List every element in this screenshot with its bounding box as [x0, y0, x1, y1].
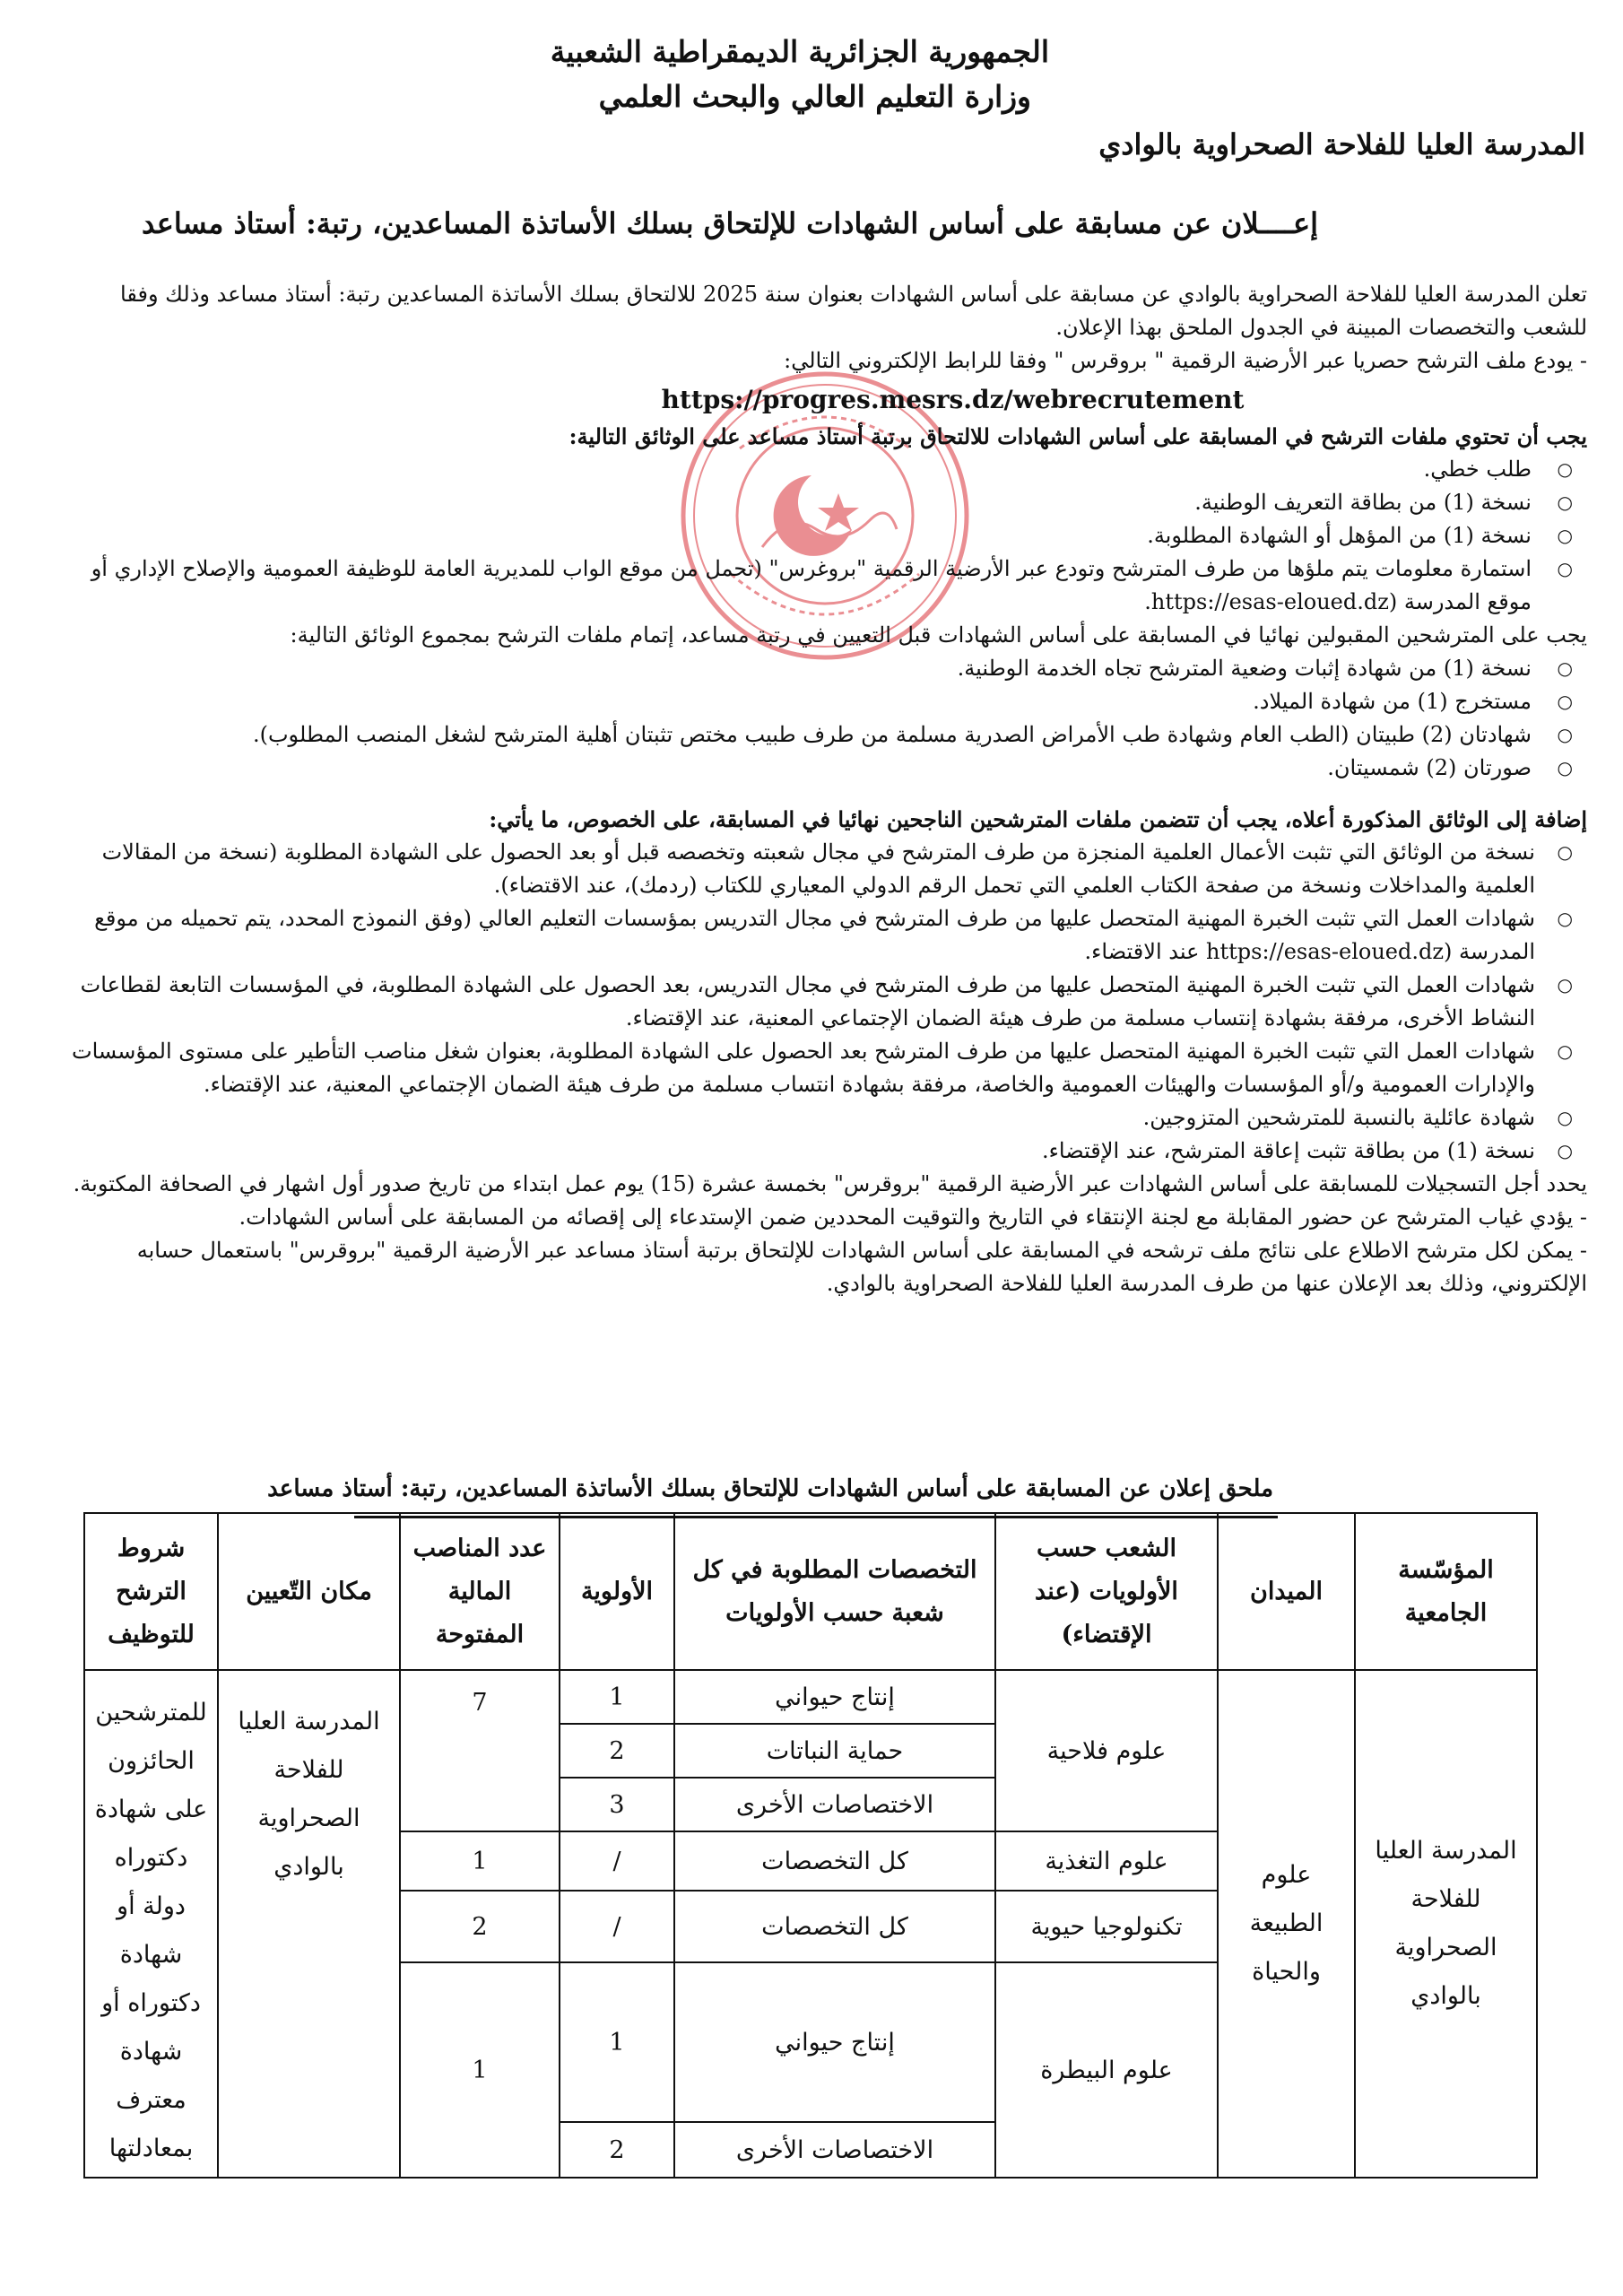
list-item: ○ نسخة (1) من المؤهل أو الشهادة المطلوبة.: [49, 519, 1587, 552]
cell-branch: تكنولوجيا حيوية: [995, 1891, 1218, 1962]
cell-specialty: كل التخصصات: [674, 1831, 995, 1891]
intro-paragraph: تعلن المدرسة العليا للفلاحة الصحراوية بالوادي عن مسابقة على أساس الشهادات بعنوان سنة 2025 للالتحاق بسلك الأساتذة المساعدين رتبة: أستاذ مساعد وذلك وفقا للشعب والتخصصات المبينة في الجدول الملحق بهذا الإعلان.: [120, 282, 1587, 340]
cell-priority: /: [560, 1891, 674, 1962]
section3-list: [49, 836, 1587, 1168]
recruitment-link[interactable]: https://progres.mesrs.dz/webrecrutement: [661, 385, 1245, 414]
ministry-header: وزارة التعليم العالي والبحث العلمي: [598, 79, 1031, 114]
cell-conditions: للمترشحين الحائزون على شهادة دكتوراه دولة أو شهادة دكتوراه أو شهادة معترف بمعادلتها: [84, 1670, 218, 2178]
list-item: ○ شهادات العمل التي تثبت الخبرة المهنية المتحصل عليها من طرف المترشح بعد الحصول على الشهادة المطلوبة، بعنوان شغل مناصب التأطير على مستوى المؤسسات والإدارات العمومية و/أو المؤسسات والهيئات العمومية والخاصة، مرفقة بشهادة انتساب مسلمة من طرف هيئة الضمان الإجتماعي المعنية، عند الإقتضاء.: [49, 1035, 1587, 1101]
cell-field: علوم الطبيعة والحياة: [1218, 1670, 1355, 2178]
school-header: المدرسة العليا للفلاحة الصحراوية بالوادي: [1098, 127, 1585, 161]
header-priority: الأولوية: [560, 1513, 674, 1670]
list-item: ○ نسخة (1) من بطاقة تثبت إعاقة المترشح، عند الإقتضاء.: [49, 1135, 1587, 1168]
cell-specialty: إنتاج حيواني: [674, 1670, 995, 1724]
cell-priority: 2: [560, 1724, 674, 1778]
table-row: [84, 1670, 1537, 1724]
deposit-instruction: - يودع ملف الترشح حصريا عبر الأرضية الرقمية " بروقرس " وفقا للرابط الإلكتروني التالي:: [784, 348, 1587, 373]
republic-header: الجمهورية الجزائرية الديمقراطية الشعبية: [550, 34, 1049, 69]
cell-specialty: حماية النباتات: [674, 1724, 995, 1778]
list-item: ○ شهادات العمل التي تثبت الخبرة المهنية المتحصل عليها من طرف المترشح في مجال التدريس، بعد الحصول على الشهادة المطلوبة، في المؤسسات التابعة لقطاعات النشاط الأخرى، مرفقة بشهادة إنتساب مسلمة من طرف هيئة الضمان الإجتماعي المعنية، عند الإقتضاء.: [49, 969, 1587, 1035]
cell-specialty: الاختصاصات الأخرى: [674, 1778, 995, 1831]
list-item: ○ شهادات العمل التي تثبت الخبرة المهنية المتحصل عليها من طرف المترشح في مجال التدريس بمؤسسات التعليم العالي (وفق النموذج المحدد، يتم تحميله من موقع المدرسة (https://esas-eloued.dz عند الاقتضاء.: [49, 902, 1587, 969]
list-item: ○ طلب خطي.: [49, 453, 1587, 486]
results-note: - يمكن لكل مترشح الاطلاع على نتائج ملف ترشحه في المسابقة على أساس الشهادات للإلتحاق برتبة أستاذ مساعد عبر الأرضية الرقمية "بروقرس" باستعمال حسابه الإلكتروني، وذلك بعد الإعلان عنها من طرف المدرسة العليا للفلاحة الصحراوية بالوادي.: [136, 1238, 1587, 1296]
section3-heading: إضافة إلى الوثائق المذكورة أعلاه، يجب أن تتضمن ملفات المترشحين الناجحين نهائيا في المسابقة، على الخصوص، ما يأتي:: [489, 806, 1587, 832]
absence-note: - يؤدي غياب المترشح عن حضور المقابلة مع لجنة الإنتقاء في التاريخ والتوقيت المحددين ضمن الإستدعاء إلى إقصائه من المسابقة على أساس الشهادات.: [239, 1205, 1587, 1230]
section2-heading: يجب على المترشحين المقبولين نهائيا في المسابقة على أساس الشهادات قبل التعيين في رتبة مساعد، إتمام ملفات الترشح بمجموع الوثائق التالية:: [290, 622, 1587, 648]
annex-title: ملحق إعلان عن المسابقة على أساس الشهادات للإلتحاق بسلك الأساتذة المساعدين، رتبة: أستاذ مساعد: [267, 1475, 1273, 1502]
header-posts: عدد المناصب المالية المفتوحة: [400, 1513, 560, 1670]
list-item: ○ نسخة (1) من بطاقة التعريف الوطنية.: [49, 486, 1587, 519]
announcement-body: [49, 278, 1587, 1300]
cell-institution: المدرسة العليا للفلاحة الصحراوية بالوادي: [1355, 1670, 1537, 2178]
cell-placement: المدرسة العليا للفلاحة الصحراوية بالوادي: [218, 1670, 400, 2178]
cell-specialty: كل التخصصات: [674, 1891, 995, 1962]
list-item: ○ شهادة عائلية بالنسبة للمترشحين المتزوجين.: [49, 1101, 1587, 1135]
cell-specialty: الاختصاصات الأخرى: [674, 2122, 995, 2178]
positions-table: [83, 1512, 1538, 2179]
section2-list: [49, 652, 1587, 785]
cell-branch: علوم فلاحية: [995, 1670, 1218, 1831]
header-field: الميدان: [1218, 1513, 1355, 1670]
cell-specialty: إنتاج حيواني: [674, 1962, 995, 2122]
cell-posts: 1: [400, 1831, 560, 1891]
cell-posts: 1: [400, 1962, 560, 2178]
cell-priority: 3: [560, 1778, 674, 1831]
cell-priority: 2: [560, 2122, 674, 2178]
cell-priority: /: [560, 1831, 674, 1891]
header-placement: مكان التّعيين: [218, 1513, 400, 1670]
section1-heading: يجب أن تحتوي ملفات الترشح في المسابقة على أساس الشهادات للالتحاق برتبة أستاذ مساعد على الوثائق التالية:: [568, 423, 1587, 449]
cell-priority: 1: [560, 1670, 674, 1724]
cell-branch: علوم البيطرة: [995, 1962, 1218, 2178]
cell-priority: 1: [560, 1962, 674, 2122]
list-item: ○ نسخة من الوثائق التي تثبت الأعمال العلمية المنجزة من طرف المترشح في مجال شعبته وتخصصه قبل أو بعد الحصول على الشهادة المطلوبة (نسخة من المقالات العلمية والمداخلات ونسخة من صفحة الكتاب العلمي التي تحمل الرقم الدولي المعياري للكتاب (ردمك)، عند الاقتضاء).: [49, 836, 1587, 902]
announcement-title: إعــــلان عن مسابقة على أساس الشهادات للإلتحاق بسلك الأساتذة المساعدين، رتبة: أستاذ مساعد: [142, 206, 1318, 240]
header-specialties: التخصصات المطلوبة في كل شعبة حسب الأولويات: [674, 1513, 995, 1670]
cell-posts: 7: [400, 1670, 560, 1831]
header-conditions: شروط الترشح للتوظيف: [84, 1513, 218, 1670]
registration-deadline: يحدد أجل التسجيلات للمسابقة على أساس الشهادات عبر الأرضية الرقمية "بروقرس" بخمسة عشرة (15) يوم عمل ابتداء من تاريخ صدور أول اشهار في الصحافة المكتوبة.: [73, 1171, 1587, 1196]
list-item: ○ صورتان (2) شمسيتان.: [49, 752, 1587, 785]
list-item: ○ شهادتان (2) طبيتان (الطب العام وشهادة طب الأمراض الصدرية مسلمة من طرف طبيب مختص تثبتان أهلية المترشح لشغل المنصب المطلوب).: [49, 718, 1587, 752]
table-header-row: [84, 1513, 1537, 1670]
list-item: ○ مستخرج (1) من شهادة الميلاد.: [49, 685, 1587, 718]
list-item: ○ نسخة (1) من شهادة إثبات وضعية المترشح تجاه الخدمة الوطنية.: [49, 652, 1587, 685]
cell-branch: علوم التغذية: [995, 1831, 1218, 1891]
header-institution: المؤسّسة الجامعية: [1355, 1513, 1537, 1670]
cell-posts: 2: [400, 1891, 560, 1962]
list-item: ○ استمارة معلومات يتم ملؤها من طرف المترشح وتودع عبر الأرضية الرقمية "بروغرس" (تحمل من موقع الواب للمديرية العامة للوظيفة العمومية والإصلاح الإداري أو موقع المدرسة (https://esas-eloued.dz.: [49, 552, 1587, 619]
section1-list: [49, 453, 1587, 619]
header-branch: الشعب حسب الأولويات (عند الإقتضاء): [995, 1513, 1218, 1670]
